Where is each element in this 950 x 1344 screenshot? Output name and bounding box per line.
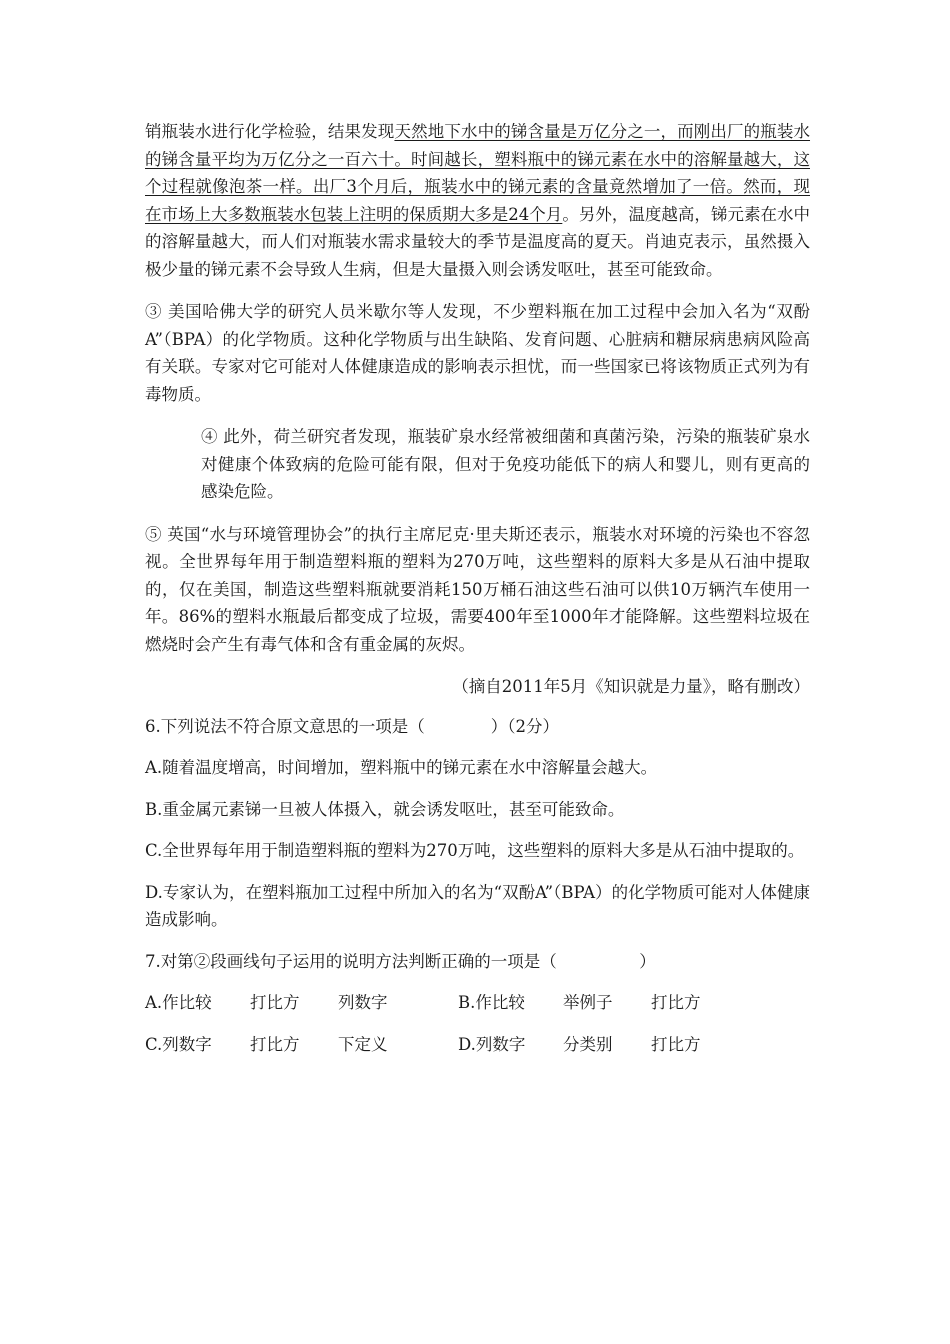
source-citation: （摘自2011年5月《知识就是力量》，略有删改） xyxy=(452,677,810,696)
option-word: 举例子 xyxy=(563,993,613,1012)
question-7-option-a xyxy=(145,989,458,1017)
option-word: 打比方 xyxy=(651,993,701,1012)
option-word: 分类别 xyxy=(563,1034,613,1054)
paragraph-2 xyxy=(145,118,810,283)
option-word: 打比方 xyxy=(651,1034,701,1054)
option-label: A.作比较 xyxy=(145,993,212,1012)
option-word: 列数字 xyxy=(338,993,388,1012)
question-6-option-d: D.专家认为，在塑料瓶加工过程中所加入的名为“双酚A”（BPA）的化学物质可能对人体健康造成影响。 xyxy=(145,882,810,929)
option-word: 下定义 xyxy=(338,1034,388,1054)
question-6-option-a: A.随着温度增高，时间增加，塑料瓶中的锑元素在水中溶解量会越大。 xyxy=(145,758,658,777)
question-7-option-d xyxy=(458,1031,771,1059)
question-7-option-c xyxy=(145,1031,458,1059)
question-6-stem: 6.下列说法不符合原文意思的一项是（ ）（2分） xyxy=(145,716,559,736)
option-label: B.作比较 xyxy=(458,993,525,1012)
document-content xyxy=(145,118,810,1072)
option-label: D.列数字 xyxy=(458,1034,526,1054)
option-word: 打比方 xyxy=(250,993,300,1012)
question-7-options-row-2 xyxy=(145,1031,810,1059)
question-7-stem: 7.对第②段画线句子运用的说明方法判断正确的一项是（ ） xyxy=(145,951,656,971)
question-6-option-c: C.全世界每年用于制造塑料瓶的塑料为270万吨，这些塑料的原料大多是从石油中提取的。 xyxy=(145,841,805,860)
paragraph-3: ③ 美国哈佛大学的研究人员米歇尔等人发现，不少塑料瓶在加工过程中会加入名为“双酚A”（BPA）的化学物质。这种化学物质与出生缺陷、发育问题、心脏病和糖尿病患病风险高有关联。专家对它可能对人体健康造成的影响表示担忧，而一些国家已将该物质正式列为有毒物质。 xyxy=(145,302,810,404)
paragraph-2-text-start: 销瓶装水进行化学检验，结果发现 xyxy=(145,122,395,141)
paragraph-2-text-end: 。另外，温度越高，锑元素在水中的溶解量越大，而人们对瓶装水需求量较大的季节是温度高的夏天。肖迪克表示，虽然摄入极少量的锑元素不会导致人生病，但是大量摄入则会诱发呕吐，甚至可能致命。 xyxy=(145,204,811,279)
option-label: C.列数字 xyxy=(145,1034,212,1054)
question-7-options-row-1 xyxy=(145,989,810,1017)
paragraph-4: ④ 此外，荷兰研究者发现，瓶装矿泉水经常被细菌和真菌污染，污染的瓶装矿泉水对健康个体致病的危险可能有限，但对于免疫功能低下的病人和婴儿，则有更高的感染危险。 xyxy=(201,427,810,501)
option-word: 打比方 xyxy=(250,1034,300,1054)
paragraph-5: ⑤ 英国“水与环境管理协会”的执行主席尼克·里夫斯还表示，瓶装水对环境的污染也不容忽视。全世界每年用于制造塑料瓶的塑料为270万吨，这些塑料的原料大多是从石油中提取的，仅在美国，制造这些塑料瓶就要消耗150万桶石油这些石油可以供10万辆汽车使用一年。86%的塑料水瓶最后都变成了垃圾，需要400年至1000年才能降解。这些塑料垃圾在燃烧时会产生有毒气体和含有重金属的灰烬。 xyxy=(145,524,810,654)
underlined-sentence: 天然地下水中的锑含量是万亿分之一，而刚出厂的瓶装水的锑含量平均为万亿分之一百六十。时间越长，塑料瓶中的锑元素在水中的溶解量越大，这个过程就像泡茶一样。出厂3个月后，瓶装水中的锑元素的含量竟然增加了一倍。然而，现在市场上大多数瓶装水包装上注明的保质期大多是24个月 xyxy=(145,122,811,224)
question-6-option-b: B.重金属元素锑一旦被人体摄入，就会诱发呕吐，甚至可能致命。 xyxy=(145,799,625,819)
question-7-option-b xyxy=(458,989,771,1017)
